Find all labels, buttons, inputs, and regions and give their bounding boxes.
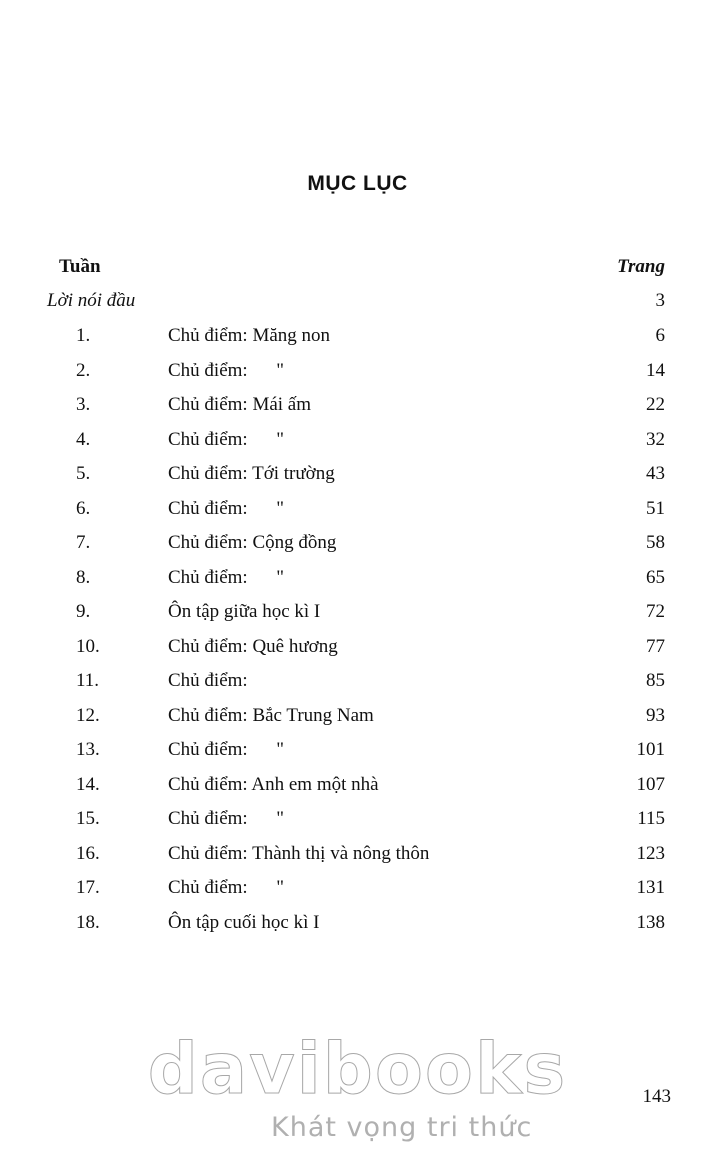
toc-row — [0, 705, 715, 735]
week-number: 15. — [76, 808, 100, 829]
topic-title: Chủ điểm: Bắc Trung Nam — [168, 704, 374, 726]
toc-row — [0, 670, 715, 700]
page-column-header: Trang — [617, 256, 665, 277]
toc-row — [0, 498, 715, 528]
topic-title: Chủ điểm: Anh em một nhà — [168, 773, 379, 795]
week-number: 13. — [76, 739, 100, 760]
topic-title: Chủ điểm: " — [168, 808, 284, 829]
page-ref: 101 — [636, 739, 665, 760]
topic-title: Ôn tập giữa học kì I — [168, 601, 321, 622]
week-number: 11. — [76, 670, 100, 691]
page-ref: 14 — [646, 359, 665, 381]
page-ref: 123 — [636, 842, 665, 864]
week-number: 4. — [76, 428, 91, 450]
page-ref: 32 — [646, 428, 665, 450]
toc-row-intro — [0, 290, 715, 320]
toc-row — [0, 601, 715, 631]
week-number: 18. — [76, 911, 100, 933]
page-ref: 65 — [646, 566, 665, 588]
toc-title: MỤC LỤC — [307, 172, 408, 195]
topic-title: Ôn tập cuối học kì I — [168, 911, 320, 933]
page-ref: 77 — [646, 635, 665, 657]
toc-row — [0, 429, 715, 459]
page-ref: 131 — [636, 877, 665, 898]
topic-title: Chủ điểm: Quê hương — [168, 635, 338, 657]
page-ref: 107 — [636, 773, 665, 795]
topic-title: Chủ điểm: " — [168, 739, 284, 760]
watermark-tagline: Khát vọng tri thức — [271, 1112, 533, 1143]
week-number: 7. — [76, 532, 91, 553]
week-number: 5. — [76, 463, 91, 484]
topic-title: Chủ điểm: Cộng đồng — [168, 532, 337, 553]
week-number: 14. — [76, 773, 100, 795]
week-number: 10. — [76, 635, 100, 657]
page-ref: 6 — [655, 325, 665, 346]
week-number: 8. — [76, 566, 91, 588]
page-ref: 138 — [636, 911, 665, 933]
topic-title: Chủ điểm: " — [168, 428, 284, 450]
week-number: 9. — [76, 601, 91, 622]
page-number: 143 — [642, 1086, 671, 1107]
page-ref: 51 — [646, 497, 665, 519]
toc-row — [0, 567, 715, 597]
watermark-brand: davibooks — [147, 1028, 568, 1110]
page-ref: 93 — [646, 704, 665, 726]
topic-title: Chủ điểm: " — [168, 566, 284, 588]
topic-title: Chủ điểm: Thành thị và nông thôn — [168, 842, 430, 864]
toc-row — [0, 912, 715, 942]
toc-row — [0, 739, 715, 769]
topic-title: Chủ điểm: " — [168, 497, 284, 519]
topic-title: Chủ điểm: Tới trường — [168, 463, 335, 484]
toc-row — [0, 843, 715, 873]
week-column-header: Tuần — [59, 256, 101, 277]
week-number: 1. — [76, 325, 91, 346]
toc-row — [0, 877, 715, 907]
week-number: 17. — [76, 877, 100, 898]
toc-row — [0, 394, 715, 424]
week-number: 12. — [76, 704, 100, 726]
toc-row — [0, 808, 715, 838]
week-number: 6. — [76, 497, 91, 519]
toc-row — [0, 325, 715, 355]
week-number: 3. — [76, 394, 91, 415]
topic-title: Chủ điểm: Măng non — [168, 325, 331, 346]
toc-row — [0, 360, 715, 390]
topic-title: Chủ điểm: Mái ấm — [168, 394, 312, 415]
week-number: 2. — [76, 359, 91, 381]
page-ref: 115 — [637, 808, 665, 829]
toc-row — [0, 636, 715, 666]
topic-title: Chủ điểm: " — [168, 877, 284, 898]
topic-title: Chủ điểm: " — [168, 359, 284, 381]
page-ref: 22 — [646, 394, 665, 415]
page-ref: 43 — [646, 463, 665, 484]
toc-row — [0, 532, 715, 562]
page-ref: 72 — [646, 601, 665, 622]
week-number: 16. — [76, 842, 100, 864]
toc-row — [0, 463, 715, 493]
intro-page: 3 — [655, 290, 665, 311]
toc-row — [0, 774, 715, 804]
page-ref: 85 — [646, 670, 665, 691]
page-ref: 58 — [646, 532, 665, 553]
topic-title: Chủ điểm: — [168, 670, 248, 691]
intro-label: Lời nói đầu — [47, 290, 136, 311]
